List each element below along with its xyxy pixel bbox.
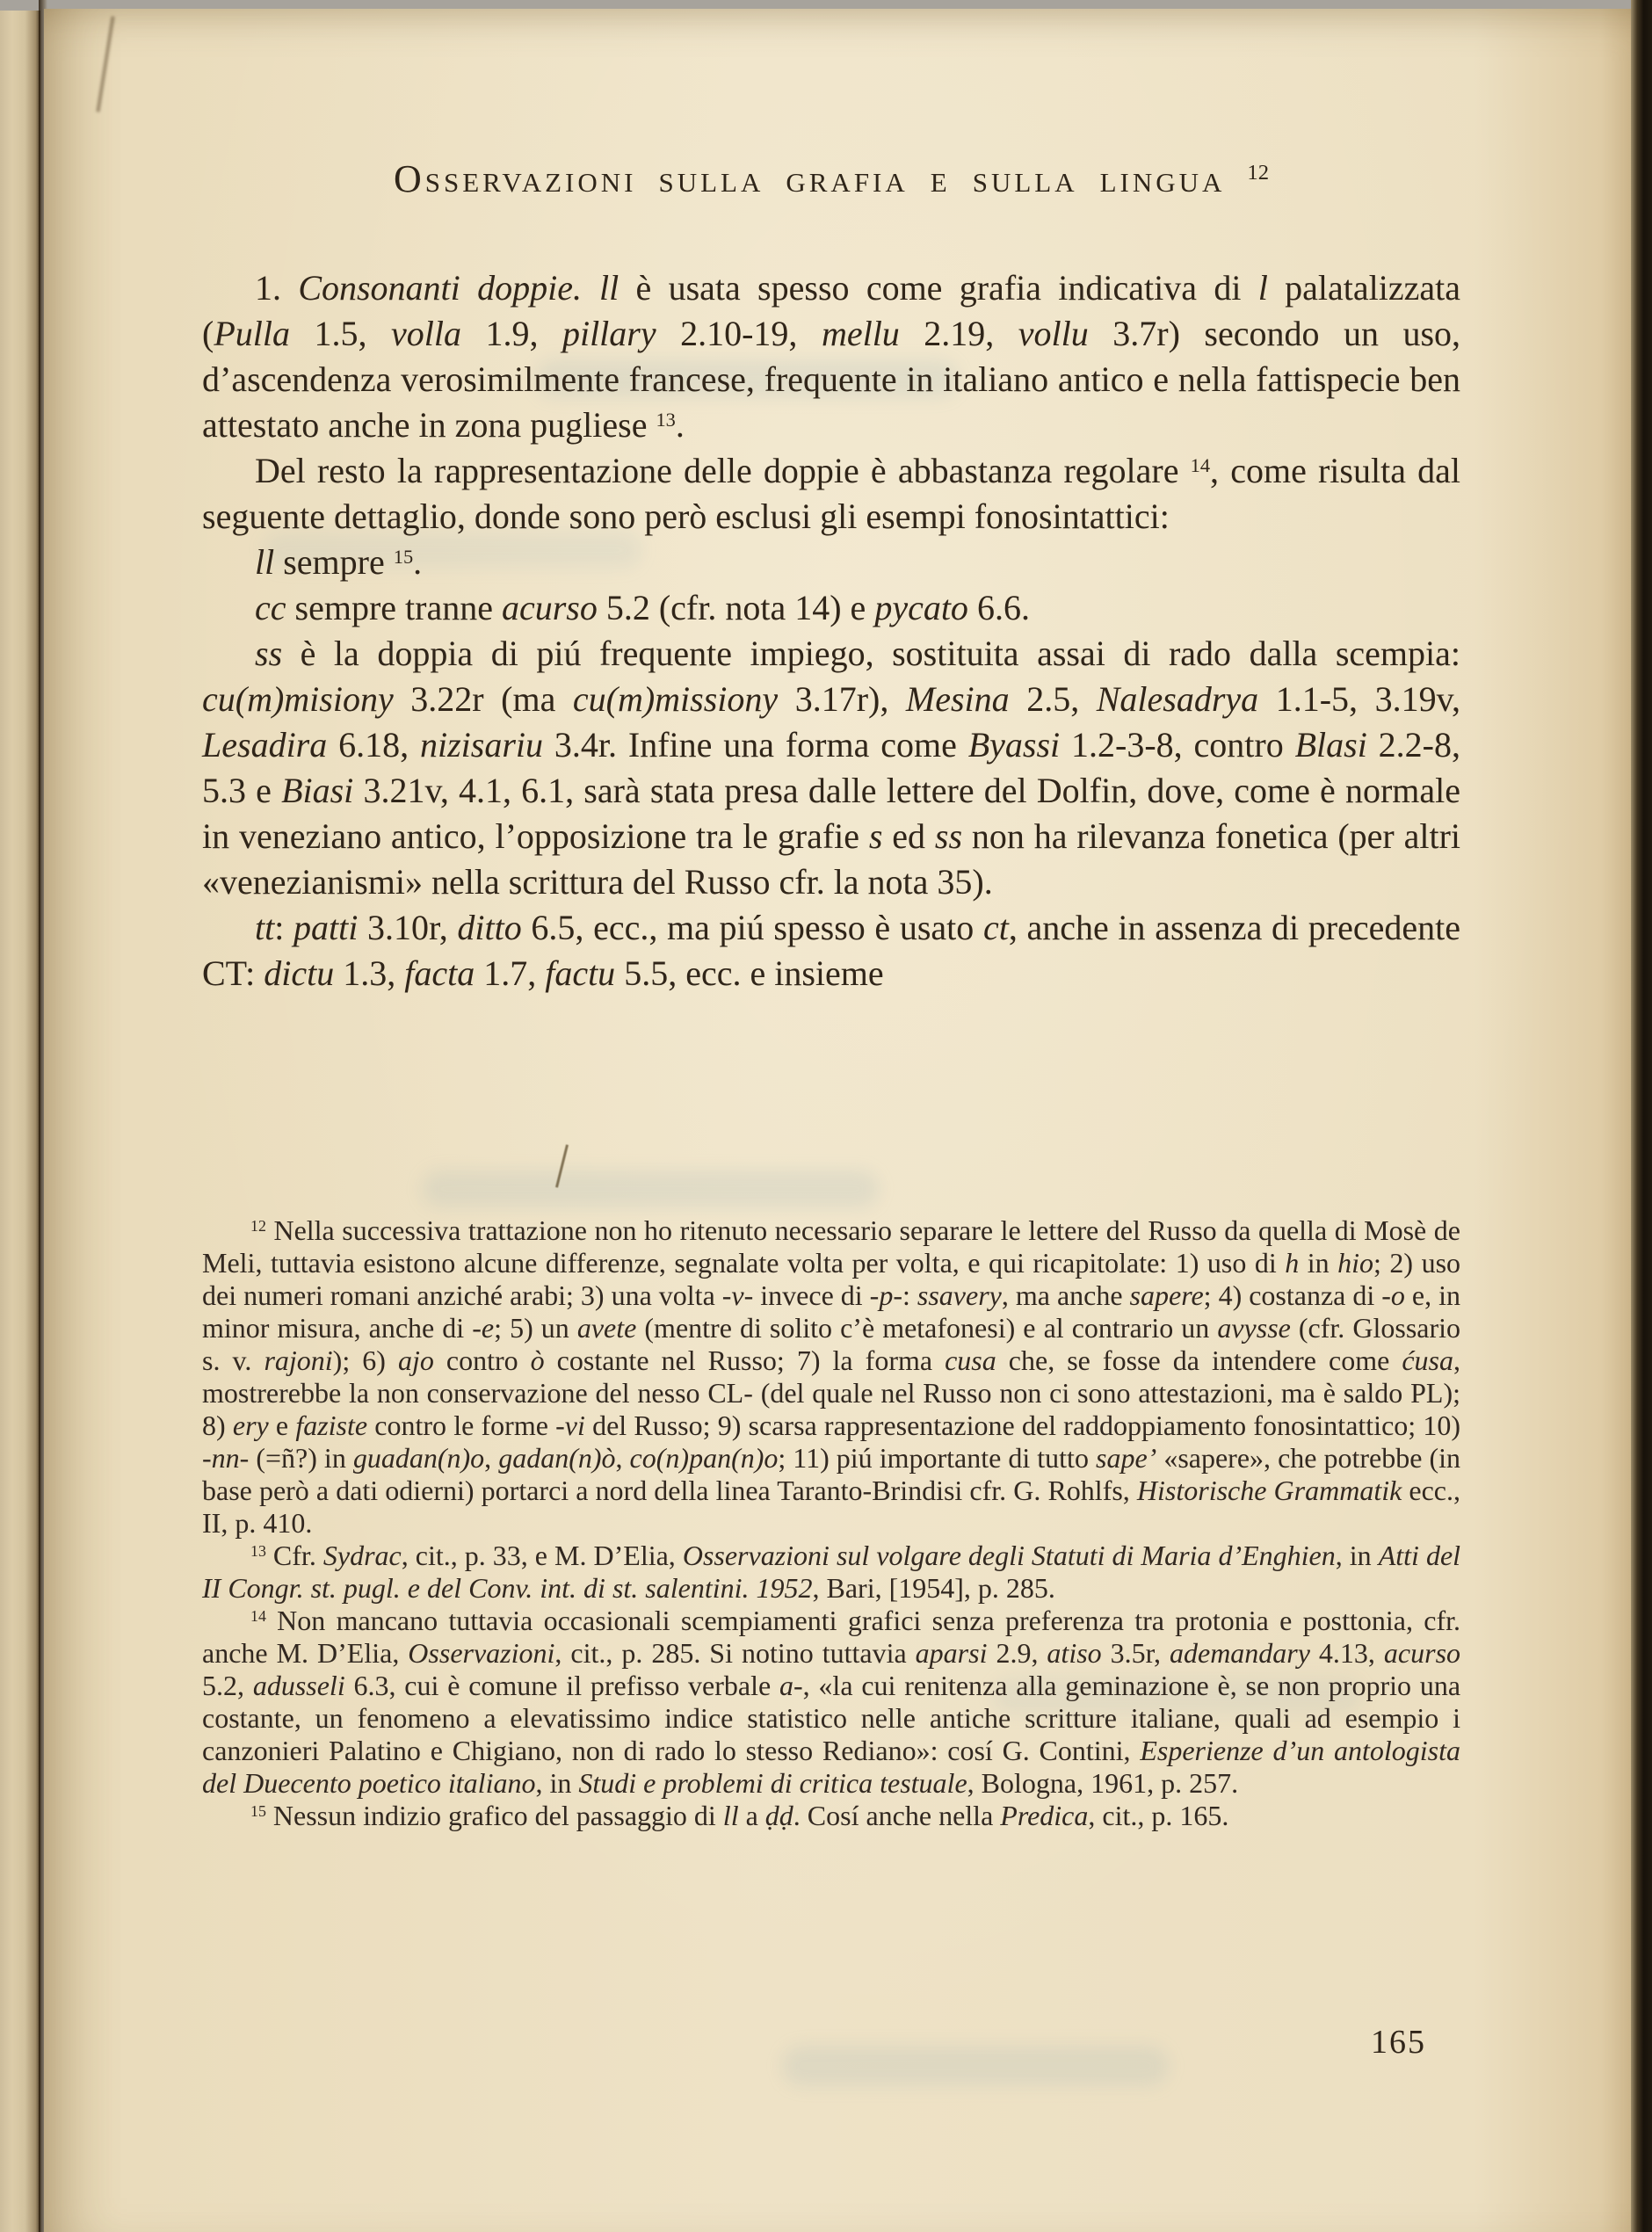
body-text — [202, 265, 1460, 996]
page-edge-left — [0, 11, 40, 2232]
page-number: 165 — [1371, 2024, 1426, 2061]
paragraph-del-resto: Del resto la rappresentazione delle doppie è abbastanza regolare $^{14}$, come risulta dal seguente dettaglio, donde sono però esclusi gli esempi fonosintattici: — [202, 451, 1460, 536]
footnote-13: $^{13}$ Cfr. Sydrac, cit., p. 33, e M. D’Elia, Osservazioni sul volgare degli Statuti di Maria d’Enghien, in Atti del II Congr. st. pugl. e del Conv. int. di st. salentini. 1952, Bari, [1954], p. 285. — [202, 1540, 1461, 1604]
book-page — [44, 9, 1633, 2232]
book-cover-edge — [1631, 0, 1652, 2232]
show-through-patch — [782, 2046, 1169, 2086]
paragraph-ll-sempre: ll sempre $^{15}$. — [255, 542, 423, 582]
footnotes — [202, 1214, 1460, 1832]
footnote-14: $^{14}$ Non mancano tuttavia occasionali scempiamenti grafici senza preferenza tra protonia e posttonia, cfr. anche M. D’Elia, Osservazioni, cit., p. 285. Si notino tuttavia aparsi 2.9, atiso 3.5r, ademandary 4.13, acurso 5.2, adusseli 6.3, cui è comune il prefisso verbale a-, «la cui renitenza alla geminazione è, se non proprio una costante, un fenomeno a elevatissimo indice statistico nelle antiche scritture italiane, quali ad esempio i canzonieri Palatino e Chigiano, non di rado lo stesso Rediano»: cosí G. Contini, Esperienze d’un antologista del Duecento poetico italiano, in Studi e problemi di critica testuale, Bologna, 1961, p. 257. — [202, 1605, 1461, 1799]
paragraph-consonanti-doppie: 1. Consonanti doppie. ll è usata spesso come grafia indicativa di l palatalizzata (Pulla 1.5, volla 1.9, pillary 2.10-19, mellu 2.19, vollu 3.7r) secondo un uso, d’ascendenza verosimilmente francese, frequente in italiano antico e nella fattispecie ben attestato anche in zona pugliese $^{13}$. — [202, 268, 1461, 445]
footnote-15: $^{15}$ Nessun indizio grafico del passaggio di ll a ḍḍ. Cosí anche nella Predica, cit., p. 165. — [250, 1800, 1229, 1831]
page-title: Osservazioni sulla grafia e sulla lingua $^{12}$ — [393, 157, 1270, 200]
paragraph-cc-sempre: cc sempre tranne acurso 5.2 (cfr. nota 14) e pycato 6.6. — [255, 588, 1030, 627]
paragraph-tt-patti: tt: patti 3.10r, ditto 6.5, ecc., ma piú spesso è usato ct, anche in assenza di precedente CT: dictu 1.3, facta 1.7, factu 5.5, ecc. e insieme — [202, 908, 1460, 993]
paragraph-ss-doppia: ss è la doppia di piú frequente impiego, sostituita assai di rado dalla scempia: cu(m)misiony 3.22r (ma cu(m)missiony 3.17r), Mesina 2.5, Nalesadrya 1.1-5, 3.19v, Lesadira 6.18, nizisariu 3.4r. Infine una forma come Byassi 1.2-3-8, contro Blasi 2.2-8, 5.3 e Biasi 3.21v, 4.1, 6.1, sarà stata presa dalle lettere del Dolfin, dove, come è normale in veneziano antico, l’opposizione tra le grafie s ed ss non ha rilevanza fonetica (per altri «venezianismi» nella scrittura del Russo cfr. la nota 35). — [202, 634, 1461, 902]
show-through-patch — [422, 1170, 879, 1207]
footnote-12: $^{12}$ Nella successiva trattazione non ho ritenuto necessario separare le lettere del Russo da quella di Mosè de Meli, tuttavia esistono alcune differenze, segnalate volta per volta, e qui ricapitolate: 1) uso di h in hio; 2) uso dei numeri romani anziché arabi; 3) una volta -v- invece di -p-: ssavery, ma anche sapere; 4) costanza di -o e, in minor misura, anche di -e; 5) un avete (mentre di solito c’è metafonesi) e al contrario un avysse (cfr. Glossario s. v. rajoni); 6) ajo contro ò costante nel Russo; 7) la forma cusa che, se fosse da intendere come ćusa, mostrerebbe la non conservazione del nesso CL- (del quale nel Russo non ci sono attestazioni, ma è saldo PL); 8) ery e faziste contro le forme -vi del Russo; 9) scarsa rappresentazione del raddoppiamento fonosintattico; 10) -nn- (=ñ?) in guadan(n)o, gadan(n)ò, co(n)pan(n)o; 11) piú importante di tutto sape’ «sapere», che potrebbe (in base però a dati odierni) portarci a nord della linea Taranto-Brindisi cfr. G. Rohlfs, Historische Grammatik ecc., II, p. 410. — [202, 1214, 1461, 1539]
page-fold — [96, 16, 114, 112]
